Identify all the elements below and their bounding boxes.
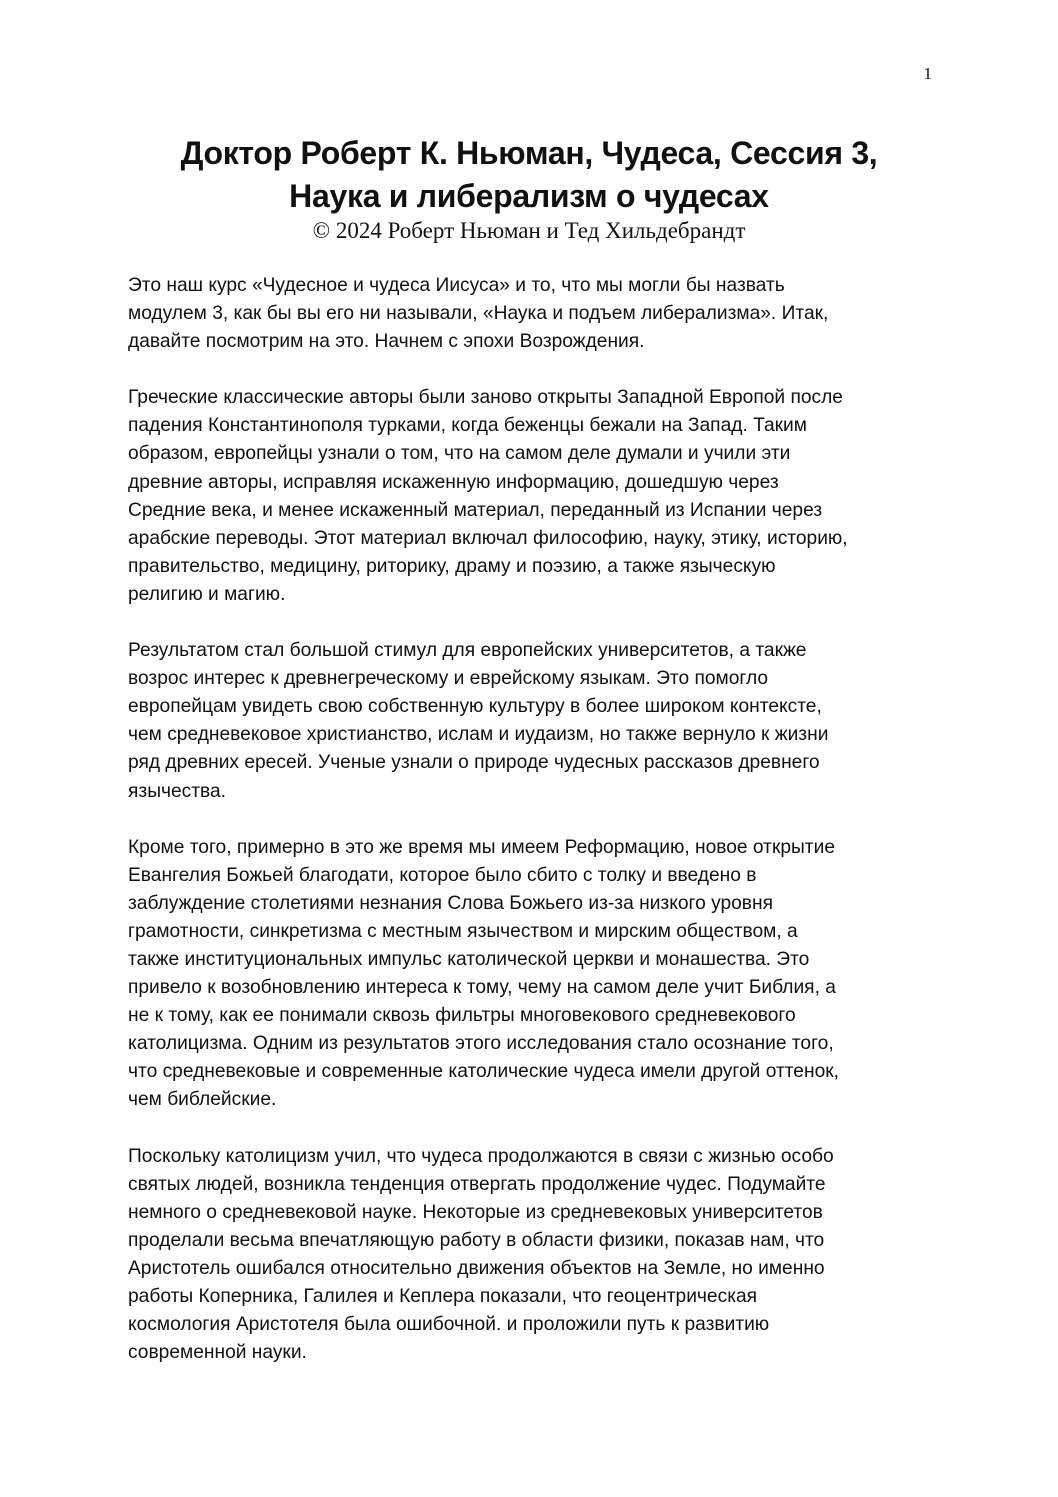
paragraph-3 [128,637,930,806]
text-line: заблуждение столетиями незнания Слова Божьего из-за низкого уровня [128,892,773,914]
text-line: работы Коперника, Галилея и Кеплера показали, что геоцентрическая [128,1286,758,1307]
text-line: Евангелия Божьей благодати, которое было сбито с толку и введено в [128,864,757,886]
body-text [128,272,930,1395]
text-line: чем средневековое христианство, ислам и иудаизм, но также вернуло к жизни [128,724,829,746]
paragraph-4 [128,834,930,1115]
text-line: европейцам увидеть свою собственную культуру в более широком контексте, [128,696,822,718]
text-line: правительство, медицину, риторику, драму и поэзию, а также языческую [128,555,776,577]
text-line: современной науки. [128,1342,307,1364]
text-line: Результатом стал большой стимул для европейских университетов, а также [128,640,807,662]
text-line: Греческие классические авторы были заново открыты Западной Европой после [128,387,843,409]
text-line: религию и магию. [128,583,286,605]
text-line: Аристотель ошибался относительно движения объектов на Земле, но именно [128,1257,825,1279]
text-line: Поскольку католицизм учил, что чудеса продолжаются в связи с жизнью особо [128,1145,834,1167]
text-line: космология Аристотеля была ошибочной. и проложили путь к развитию [128,1314,770,1336]
text-line: святых людей, возникла тенденция отвергать продолжение чудес. Подумайте [128,1173,826,1195]
text-line: что средневековые и современные католические чудеса имели другой оттенок, [128,1061,839,1083]
page-number: 1 [923,64,932,83]
text-line: модулем 3, как бы вы его ни называли, «Наука и подъем либерализма». Итак, [128,303,829,325]
paragraph-1 [128,272,930,356]
text-line: давайте посмотрим на это. Начнем с эпохи Возрождения. [128,331,645,353]
text-line: чем библейские. [128,1089,277,1111]
text-line: Кроме того, примерно в это же время мы имеем Реформацию, новое открытие [128,836,835,858]
text-line: возрос интерес к древнегреческому и еврейскому языкам. Это помогло [128,668,769,690]
text-line: Средние века, и менее искаженный материал, переданный из Испании через [128,499,823,521]
text-line: древние авторы, исправляя искаженную информацию, дошедшую через [128,471,779,493]
text-line: немного о средневековой науке. Некоторые из средневековых университетов [128,1201,823,1223]
text-line: также институциональных импульс католической церкви и монашества. Это [128,948,810,970]
document-title-line-2: Наука и либерализм о чудесах [289,178,769,214]
text-line: Это наш курс «Чудесное и чудеса Иисуса» и то, что мы могли бы назвать [128,275,785,296]
text-line: язычества. [128,780,227,802]
copyright-notice: © 2024 Роберт Ньюман и Тед Хильдебрандт [312,218,746,243]
text-line: падения Константинополя турками, когда беженцы бежали на Запад. Таким [128,415,807,437]
paragraph-2 [128,384,930,609]
text-line: арабские переводы. Этот материал включал философию, науку, этику, историю, [128,527,848,549]
text-line: католицизма. Одним из результатов этого исследования стало осознание того, [128,1033,834,1055]
text-line: проделали весьма впечатляющую работу в области физики, показав нам, что [128,1229,825,1251]
document-title-line-1: Доктор Роберт К. Ньюман, Чудеса, Сессия 3, [180,135,878,171]
title-block [100,132,958,245]
text-line: образом, европейцы узнали о том, что на самом деле думали и учили эти [128,443,791,465]
text-line: ряд древних ересей. Ученые узнали о природе чудесных рассказов древнего [128,752,820,774]
paragraph-5 [128,1143,930,1368]
text-line: привело к возобновлению интереса к тому, чему на самом деле учит Библия, а [128,977,836,999]
text-line: не к тому, как ее понимали сквозь фильтры многовекового средневекового [128,1005,796,1027]
text-line: грамотности, синкретизма с местным язычеством и мирским обществом, а [128,920,798,942]
